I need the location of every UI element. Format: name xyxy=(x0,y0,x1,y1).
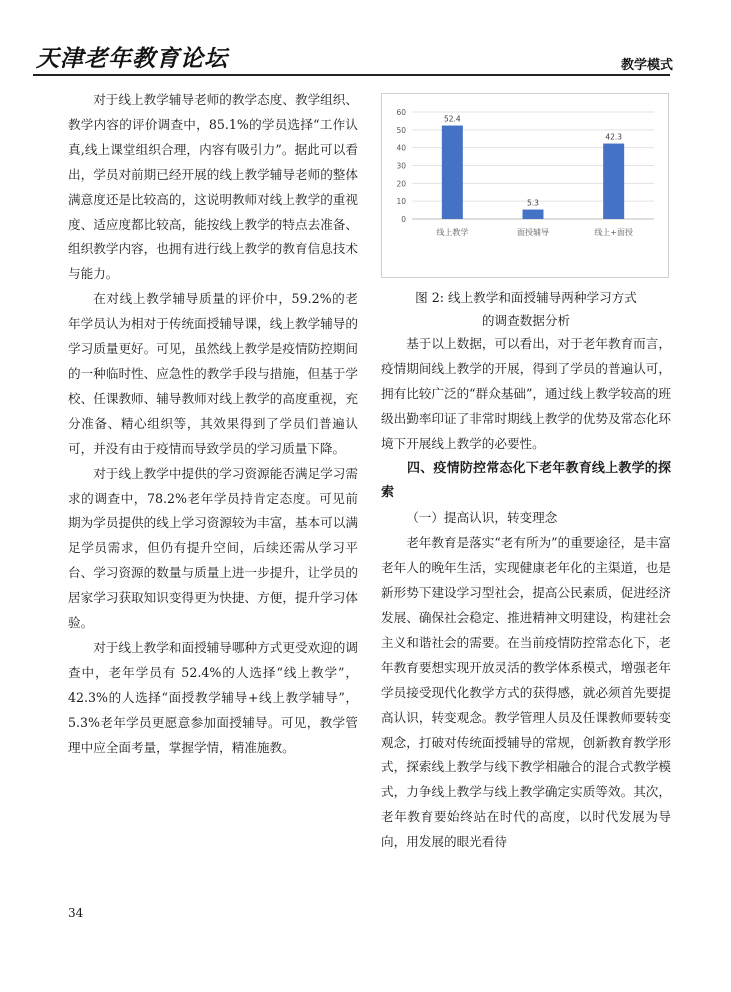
y-tick-label: 0 xyxy=(401,215,406,224)
journal-logo: 天津老年教育论坛 xyxy=(36,45,228,72)
x-tick-label: 线上教学 xyxy=(436,228,469,237)
x-tick-label: 线上+面授 xyxy=(594,228,634,237)
paragraph: 基于以上数据，可以看出，对于老年教育而言，疫情期间线上教学的开展，得到了学员的普遍认可，拥有比较广泛的“群众基础”，通过线上教学较高的班级出勤率印证了非常时期线上教学的优势及常态化环境下开展线上教学的必要性。 xyxy=(381,336,671,451)
bar xyxy=(442,126,463,219)
right-column xyxy=(381,88,671,855)
section-heading: 四、疫情防控常态化下老年教育线上教学的探索 xyxy=(381,460,671,501)
paragraph: 对于线上教学和面授辅导哪种方式更受欢迎的调查中，老年学员有 52.4%的人选择“线上教学”，42.3%的人选择“面授教学辅导+线上教学辅导”，5.3%老年学员更愿意参加面授辅导。可见，教学管理中应全面考量，掌握学情，精准施教。 xyxy=(68,639,358,755)
figure-caption-line1: 图 2: 线上教学和面授辅导两种学习方式 xyxy=(415,290,637,305)
y-tick-label: 50 xyxy=(396,125,406,135)
y-tick-label: 40 xyxy=(396,143,406,153)
data-label: 52.4 xyxy=(443,114,461,124)
page-number: 34 xyxy=(68,906,84,920)
data-label: 5.3 xyxy=(527,198,539,208)
chart-canvas xyxy=(382,94,670,279)
y-tick-label: 60 xyxy=(396,108,406,117)
y-tick-label: 30 xyxy=(396,161,406,171)
x-tick-label: 面授辅导 xyxy=(517,228,549,237)
bar xyxy=(603,144,624,219)
bar xyxy=(523,210,544,219)
y-tick-label: 20 xyxy=(396,179,406,189)
bar-chart xyxy=(381,93,669,278)
data-label: 42.3 xyxy=(605,132,623,142)
left-column xyxy=(68,88,358,760)
paragraph: 对于线上教学辅导老师的教学态度、教学组织、教学内容的评价调查中，85.1%的学员选择“工作认真,线上课堂组织合理，内容有吸引力”。据此可以看出，学员对前期已经开展的线上教学辅导老师的整体满意度还是比较高的，这说明教师对线上教学的重视度、适应度都比较高，能按线上教学的特点去准备、组织教学内容，也拥有进行线上教学的教育信息技术与能力。 xyxy=(68,92,358,282)
paragraph: 对于线上教学中提供的学习资源能否满足学习需求的调查中，78.2%老年学员持肯定态度。可见前期为学员提供的线上学习资源较为丰富，基本可以满足学员需求，但仍有提升空间，后续还需从学习平台、学习资源的数量与质量上进一步提升，让学员的居家学习获取知识变得更为快捷、方便，提升学习体验。 xyxy=(68,465,358,631)
paragraph: 老年教育是落实“老有所为”的重要途径，是丰富老年人的晚年生活，实现健康老年化的主渠道，也是新形势下建设学习型社会，提高公民素质，促进经济发展、确保社会稳定、推进精神文明建设，构建社会主义和谐社会的需要。在当前疫情防控常态化下，老年教育要想实现开放灵活的教学体系模式，增强老年学员接受现代化教学方式的获得感，就必须首先要提高认识，转变观念。教学管理人员及任课教师要转变观念，打破对传统面授辅导的常规，创新教育教学形式，探索线上教学与线下教学相融合的混合式教学模式，力争线上教学与线上教学确定实质等效。其次，老年教育要始终站在时代的高度，以时代发展为导向，用发展的眼光看待 xyxy=(381,535,671,850)
header-divider xyxy=(33,74,670,76)
paragraph: 在对线上教学辅导质量的评价中，59.2%的老年学员认为相对于传统面授辅导课，线上教学辅导的学习质量更好。可见，虽然线上教学是疫情防控期间的一种临时性、应急性的教学手段与措施，但基于学校、任课教师、辅导教师对线上教学的高度重视，充分准备、精心组织等，其效果得到了学员们普遍认可，并没有由于疫情而导致学员的学习质量下降。 xyxy=(68,291,358,456)
figure-caption-line2: 的调查数据分析 xyxy=(481,313,571,328)
figure-caption xyxy=(381,286,671,332)
y-tick-label: 10 xyxy=(396,197,406,207)
subsection-heading: （一）提高认识，转变理念 xyxy=(406,510,558,526)
section-title: 教学模式 xyxy=(620,58,673,73)
